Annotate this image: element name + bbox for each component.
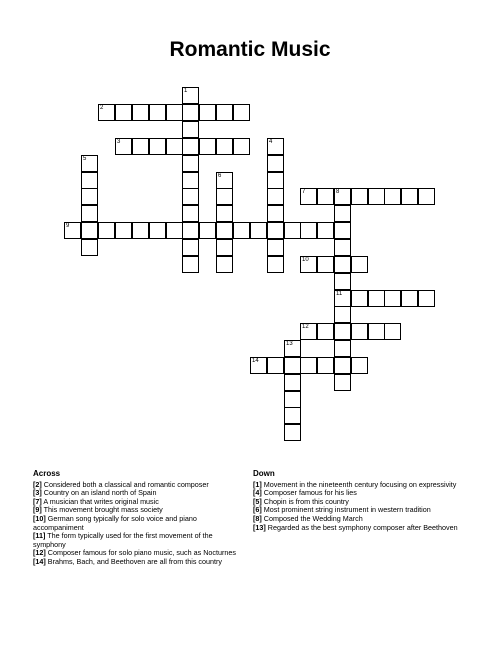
down-heading: Down <box>253 469 275 478</box>
clue-text: Composer famous for his lies <box>261 488 357 498</box>
grid-cell[interactable] <box>233 104 250 121</box>
grid-cell[interactable] <box>284 374 301 391</box>
clue-number-label: [8] <box>253 513 262 523</box>
grid-cell[interactable] <box>401 188 418 205</box>
clue-number: 8 <box>336 189 340 195</box>
clue-number-label: [12] <box>33 548 46 558</box>
clue-text: Regarded as the best symphony composer after Beethoven <box>265 522 458 532</box>
clue-number-label: [1] <box>253 479 262 489</box>
clue-text: Movement in the nineteenth century focusing on expressivity <box>261 479 457 489</box>
grid-cell[interactable] <box>182 87 199 104</box>
clue-text: Brahms, Bach, and Beethoven are all from this country <box>45 556 222 566</box>
grid-cell[interactable] <box>300 323 317 340</box>
clue-text: A musician that writes original music <box>41 496 159 506</box>
grid-cell[interactable] <box>300 256 317 273</box>
across-clues <box>33 470 245 567</box>
puzzle-title: Romantic Music <box>169 38 331 61</box>
down-clues <box>253 470 458 532</box>
grid-cell[interactable] <box>351 323 368 340</box>
grid-cell[interactable] <box>250 357 267 374</box>
grid-cell[interactable] <box>334 306 351 323</box>
clue-number-label: [4] <box>253 488 262 498</box>
grid-cell[interactable] <box>81 205 98 222</box>
grid-cell[interactable] <box>216 256 233 273</box>
grid-cell[interactable] <box>233 138 250 155</box>
clue-text: This movement brought mass society <box>41 505 163 515</box>
grid-cell[interactable] <box>216 205 233 222</box>
grid-cell[interactable] <box>267 138 284 155</box>
grid-cell[interactable] <box>182 104 199 121</box>
grid-cell[interactable] <box>317 323 334 340</box>
grid-cell[interactable] <box>166 104 183 121</box>
clue-number: 9 <box>66 223 70 229</box>
across-clue <box>33 515 245 532</box>
grid-cell[interactable] <box>182 188 199 205</box>
grid-cell[interactable] <box>115 222 132 239</box>
across-clue <box>33 558 245 567</box>
grid-cell[interactable] <box>199 138 216 155</box>
grid-cell[interactable] <box>300 222 317 239</box>
clue-number-label: [5] <box>253 496 262 506</box>
grid-cell[interactable] <box>81 188 98 205</box>
grid-cell[interactable] <box>250 222 267 239</box>
grid-cell[interactable] <box>149 104 166 121</box>
grid-cell[interactable] <box>334 205 351 222</box>
across-heading: Across <box>33 469 61 478</box>
grid-cell[interactable] <box>233 222 250 239</box>
grid-cell[interactable] <box>64 222 81 239</box>
grid-cell[interactable] <box>317 188 334 205</box>
clue-text: Chopin is from this country <box>261 496 349 506</box>
grid-cell[interactable] <box>418 290 435 307</box>
grid-cell[interactable] <box>300 188 317 205</box>
grid-cell[interactable] <box>368 323 385 340</box>
grid-cell[interactable] <box>384 323 401 340</box>
grid-cell[interactable] <box>81 155 98 172</box>
grid-cell[interactable] <box>98 104 115 121</box>
grid-cell[interactable] <box>351 357 368 374</box>
clue-number: 13 <box>286 341 293 347</box>
grid-cell[interactable] <box>368 290 385 307</box>
grid-cell[interactable] <box>182 172 199 189</box>
clue-number-label: [2] <box>33 479 42 489</box>
grid-cell[interactable] <box>351 256 368 273</box>
grid-cell[interactable] <box>81 172 98 189</box>
clue-number-label: [14] <box>33 556 46 566</box>
grid-cell[interactable] <box>351 188 368 205</box>
grid-cell[interactable] <box>182 239 199 256</box>
grid-cell[interactable] <box>284 357 301 374</box>
grid-cell[interactable] <box>334 357 351 374</box>
clue-number-label: [6] <box>253 505 262 515</box>
grid-cell[interactable] <box>384 290 401 307</box>
grid-cell[interactable] <box>166 222 183 239</box>
grid-cell[interactable] <box>81 222 98 239</box>
grid-cell[interactable] <box>317 256 334 273</box>
grid-cell[interactable] <box>199 104 216 121</box>
grid-cell[interactable] <box>81 239 98 256</box>
clue-text: Composed the Wedding March <box>261 513 363 523</box>
grid-cell[interactable] <box>284 424 301 441</box>
grid-cell[interactable] <box>216 172 233 189</box>
clue-number: 5 <box>83 156 87 162</box>
grid-cell[interactable] <box>284 222 301 239</box>
grid-cell[interactable] <box>284 391 301 408</box>
grid-cell[interactable] <box>182 222 199 239</box>
clue-number: 7 <box>302 189 306 195</box>
grid-cell[interactable] <box>182 205 199 222</box>
grid-cell[interactable] <box>267 155 284 172</box>
grid-cell[interactable] <box>115 138 132 155</box>
clue-number: 10 <box>302 257 309 263</box>
grid-cell[interactable] <box>284 340 301 357</box>
clue-number: 6 <box>218 173 222 179</box>
clue-number-label: [3] <box>33 488 42 498</box>
grid-cell[interactable] <box>182 256 199 273</box>
clue-number: 2 <box>100 105 104 111</box>
grid-cell[interactable] <box>284 407 301 424</box>
grid-cell[interactable] <box>334 222 351 239</box>
clue-text: Most prominent string instrument in western tradition <box>261 505 431 515</box>
clue-number: 12 <box>302 324 309 330</box>
grid-cell[interactable] <box>216 239 233 256</box>
clue-text: German song typically for solo voice and piano accompaniment <box>33 513 197 532</box>
grid-cell[interactable] <box>334 323 351 340</box>
grid-cell[interactable] <box>166 138 183 155</box>
grid-cell[interactable] <box>149 222 166 239</box>
grid-cell[interactable] <box>132 138 149 155</box>
grid-cell[interactable] <box>267 172 284 189</box>
clue-text: Country on an island north of Spain <box>41 488 157 498</box>
grid-cell[interactable] <box>199 222 216 239</box>
grid-cell[interactable] <box>317 357 334 374</box>
grid-cell[interactable] <box>182 121 199 138</box>
grid-cell[interactable] <box>334 188 351 205</box>
clue-number: 11 <box>336 291 343 297</box>
clue-text: Composer famous for solo piano music, such as Nocturnes <box>45 548 236 558</box>
clue-number-label: [7] <box>33 496 42 506</box>
grid-cell[interactable] <box>132 104 149 121</box>
grid-cell[interactable] <box>98 222 115 239</box>
grid-cell[interactable] <box>115 104 132 121</box>
grid-cell[interactable] <box>216 104 233 121</box>
grid-cell[interactable] <box>418 188 435 205</box>
clue-number-label: [10] <box>33 513 46 523</box>
grid-cell[interactable] <box>182 138 199 155</box>
grid-cell[interactable] <box>216 188 233 205</box>
grid-cell[interactable] <box>267 357 284 374</box>
grid-cell[interactable] <box>317 222 334 239</box>
grid-cell[interactable] <box>334 239 351 256</box>
grid-cell[interactable] <box>267 239 284 256</box>
grid-cell[interactable] <box>384 188 401 205</box>
clue-number: 14 <box>252 358 259 364</box>
grid-cell[interactable] <box>267 205 284 222</box>
grid-cell[interactable] <box>334 273 351 290</box>
grid-cell[interactable] <box>267 256 284 273</box>
grid-cell[interactable] <box>334 340 351 357</box>
clue-number: 1 <box>184 88 188 94</box>
grid-cell[interactable] <box>267 222 284 239</box>
grid-cell[interactable] <box>334 256 351 273</box>
clue-number-label: [11] <box>33 531 46 541</box>
grid-cell[interactable] <box>216 222 233 239</box>
grid-cell[interactable] <box>216 138 233 155</box>
grid-cell[interactable] <box>300 357 317 374</box>
grid-cell[interactable] <box>401 290 418 307</box>
across-clue <box>33 532 245 549</box>
grid-cell[interactable] <box>132 222 149 239</box>
grid-cell[interactable] <box>368 188 385 205</box>
grid-cell[interactable] <box>149 138 166 155</box>
clue-text: Considered both a classical and romantic composer <box>41 479 209 489</box>
grid-cell[interactable] <box>334 290 351 307</box>
down-clue <box>253 524 458 533</box>
clue-number-label: [9] <box>33 505 42 515</box>
clue-number: 4 <box>269 139 273 145</box>
clue-number: 3 <box>117 139 121 145</box>
grid-cell[interactable] <box>351 290 368 307</box>
grid-cell[interactable] <box>334 374 351 391</box>
grid-cell[interactable] <box>182 155 199 172</box>
clue-number-label: [13] <box>253 522 266 532</box>
clue-text: The form typically used for the first movement of the symphony <box>33 531 213 549</box>
grid-cell[interactable] <box>267 188 284 205</box>
